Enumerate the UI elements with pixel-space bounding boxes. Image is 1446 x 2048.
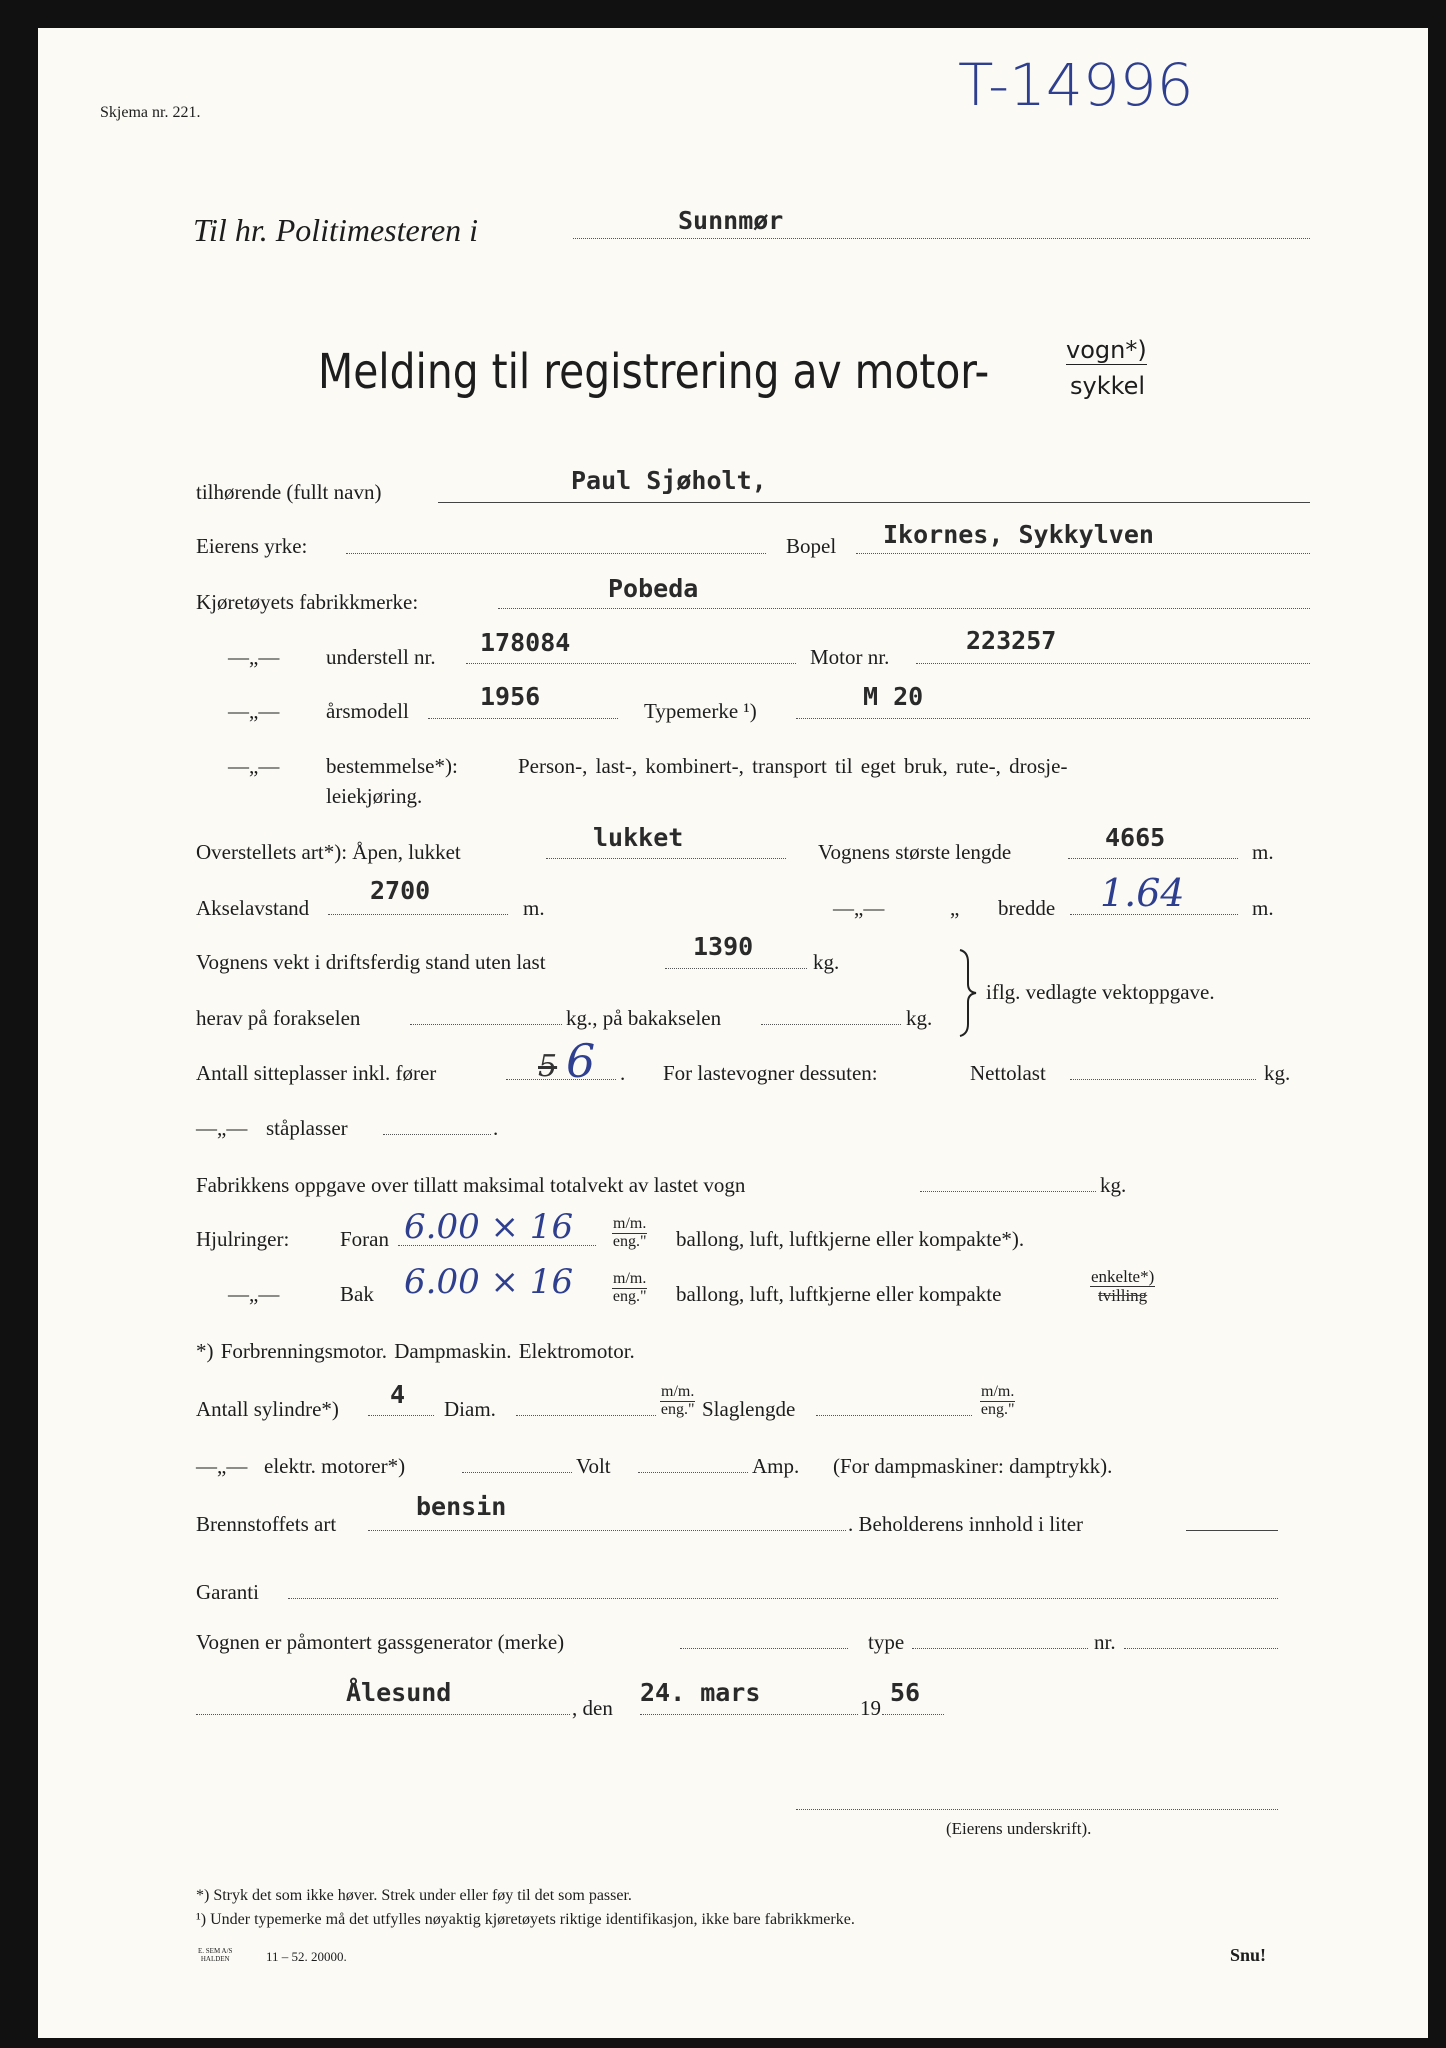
stroke-label: Slaglengde	[702, 1397, 796, 1421]
signing-place: Ålesund	[346, 1678, 452, 1707]
front-axle-label: herav på forakselen	[196, 1006, 361, 1030]
type-mark-value: M 20	[863, 682, 924, 711]
width-unit: m.	[1252, 896, 1274, 920]
weight-label: Vognens vekt i driftsferdig stand uten last	[196, 950, 546, 974]
stroke-line	[816, 1415, 972, 1416]
stroke-unit	[980, 1384, 1015, 1419]
residence-label: Bopel	[786, 534, 837, 558]
front-axle-unit: kg., på bakakselen	[566, 1006, 722, 1030]
fuel-value: bensin	[416, 1492, 507, 1521]
volt-line	[638, 1472, 748, 1473]
district-value: Sunnmør	[678, 206, 784, 235]
seats-dot: .	[620, 1061, 626, 1085]
footnote-2: ¹) Under typemerke må det utfylles nøyaktig kjøretøyets riktige identifikasjon, ikke bare fabrikkmerke.	[196, 1911, 855, 1928]
chassis-label: understell nr.	[326, 645, 436, 669]
width-label: bredde	[998, 896, 1056, 920]
seats-value: 6	[566, 1034, 596, 1088]
volt-label: Volt	[576, 1454, 611, 1478]
fuel-label: Brennstoffets art	[196, 1512, 337, 1536]
signing-date: 24. mars	[640, 1678, 761, 1707]
standing-label: ståplasser	[266, 1116, 348, 1140]
gas-nr-label: nr.	[1094, 1630, 1116, 1654]
net-load-unit: kg.	[1264, 1061, 1291, 1085]
diam-unit	[660, 1384, 695, 1419]
purpose-options-cont: leiekjøring.	[326, 784, 423, 808]
net-load-line	[1070, 1079, 1256, 1080]
tank-label: . Beholderens innhold i liter	[848, 1512, 1084, 1536]
residence-value: Ikornes, Sykkylven	[883, 520, 1154, 549]
seats-old-value: 5	[538, 1049, 558, 1084]
residence-line	[856, 553, 1310, 554]
tyres-rear-unit-num: m/m.	[613, 1270, 647, 1287]
standing-dot: .	[493, 1116, 499, 1140]
purpose-options: Person-, last-, kombinert-, transport til eget bruk, rute-, drosje-	[518, 754, 1068, 778]
gas-generator-label: Vognen er påmontert gassgenerator (merke)	[196, 1630, 565, 1654]
motor-no-line	[916, 663, 1310, 664]
occupation-line	[346, 553, 766, 554]
cylinders-value: 4	[390, 1380, 406, 1409]
turn-over-note: Snu!	[1230, 1945, 1267, 1965]
owner-label: tilhørende (fullt navn)	[196, 480, 382, 504]
tyres-rear-config	[1090, 1268, 1155, 1305]
schema-number: Skjema nr. 221.	[100, 104, 201, 121]
signature-label: (Eierens underskrift).	[946, 1819, 1092, 1838]
signing-den: , den	[572, 1696, 613, 1720]
rear-axle-line	[761, 1024, 901, 1025]
diam-unit-den: eng."	[660, 1400, 695, 1418]
weight-unit: kg.	[813, 950, 840, 974]
weight-line	[665, 968, 807, 969]
motor-no-value: 223257	[966, 626, 1057, 655]
cylinders-line	[368, 1415, 434, 1416]
front-axle-line	[410, 1024, 562, 1025]
year-line	[882, 1714, 944, 1715]
gas-type-line	[912, 1648, 1088, 1649]
wheelbase-label: Akselavstand	[196, 896, 310, 920]
ditto-model-year: —„—	[228, 699, 280, 723]
tyres-rear-unit-den: eng."	[612, 1287, 647, 1305]
body-line	[546, 858, 786, 859]
wheelbase-unit: m.	[523, 896, 545, 920]
occupation-label: Eierens yrke:	[196, 534, 308, 558]
signature-line	[796, 1809, 1278, 1810]
seats-line	[506, 1079, 616, 1080]
fuel-line	[368, 1530, 846, 1531]
model-year-value: 1956	[480, 682, 541, 711]
cargo-label: For lastevogner dessuten:	[663, 1061, 878, 1085]
max-length-unit: m.	[1252, 840, 1274, 864]
width-value: 1.64	[1100, 871, 1185, 915]
place-line	[196, 1714, 570, 1715]
ditto-standing: —„—	[196, 1116, 248, 1140]
tyres-twin: tvilling	[1098, 1285, 1148, 1305]
width-quote: „	[950, 896, 960, 920]
max-total-label: Fabrikkens oppgave over tillatt maksimal totalvekt av lastet vogn	[196, 1173, 746, 1197]
type-mark-line	[796, 718, 1310, 719]
motor-no-label: Motor nr.	[810, 645, 890, 669]
printer-code: 11 – 52. 20000.	[266, 1949, 347, 1964]
body-label: Overstellets art*): Åpen, lukket	[196, 840, 461, 864]
footnote-1: *) Stryk det som ikke høver. Strek under eller føy til det som passer.	[196, 1887, 632, 1904]
model-year-label: årsmodell	[326, 699, 409, 723]
diam-line	[516, 1415, 656, 1416]
steam-note: (For dampmaskiner: damptrykk).	[833, 1454, 1113, 1478]
gas-generator-line	[680, 1648, 848, 1649]
make-value: Pobeda	[608, 574, 699, 603]
seats-label: Antall sitteplasser inkl. fører	[196, 1061, 437, 1085]
amp-label: Amp.	[752, 1454, 800, 1478]
max-length-line	[1068, 858, 1238, 859]
diam-unit-num: m/m.	[661, 1383, 695, 1400]
guarantee-label: Garanti	[196, 1580, 259, 1604]
owner-line	[438, 502, 1310, 503]
tyres-single: enkelte*)	[1091, 1267, 1155, 1286]
max-length-label: Vognens største lengde	[818, 840, 1012, 864]
max-total-line	[920, 1191, 1096, 1192]
model-year-line	[428, 718, 618, 719]
stroke-unit-num: m/m.	[981, 1383, 1015, 1400]
printer-name-bottom: HALDEN	[200, 1955, 230, 1964]
owner-name: Paul Sjøholt,	[571, 466, 767, 495]
wheelbase-value: 2700	[370, 876, 431, 905]
addressee-prefix: Til hr. Politimesteren i	[193, 212, 479, 248]
tyres-rear-label: Bak	[340, 1282, 374, 1306]
tyres-front-unit-num: m/m.	[613, 1215, 647, 1232]
stroke-unit-den: eng."	[980, 1400, 1015, 1418]
guarantee-line	[288, 1598, 1278, 1599]
tyres-rear-unit	[612, 1271, 647, 1306]
weight-note: iflg. vedlagte vektoppgave.	[986, 980, 1215, 1004]
tyres-front-unit-den: eng."	[612, 1232, 647, 1250]
tyres-label: Hjulringer:	[196, 1227, 290, 1251]
tyres-front-value: 6.00 × 16	[404, 1207, 574, 1247]
diam-label: Diam.	[444, 1397, 496, 1421]
chassis-value: 178084	[480, 628, 571, 657]
max-length-value: 4665	[1105, 823, 1166, 852]
title-sykkel: sykkel	[1070, 372, 1146, 400]
signing-century: 19	[860, 1696, 881, 1720]
tyres-rear-value: 6.00 × 16	[404, 1262, 574, 1302]
tyres-front-label: Foran	[340, 1227, 389, 1251]
gas-type-label: type	[868, 1630, 905, 1654]
tyres-front-unit	[612, 1216, 647, 1251]
engine-types: *) Forbrenningsmotor. Dampmaskin. Elektromotor.	[196, 1339, 635, 1363]
ditto-electric: —„—	[196, 1454, 248, 1478]
electric-label: elektr. motorer*)	[264, 1454, 406, 1478]
district-line	[573, 238, 1310, 239]
wheelbase-line	[328, 914, 508, 915]
make-line	[498, 608, 1310, 609]
tyres-rear-options: ballong, luft, luftkjerne eller kompakte	[676, 1282, 1002, 1306]
title-vogn: vogn*)	[1066, 336, 1147, 364]
net-load-label: Nettolast	[970, 1061, 1046, 1085]
registration-form-page	[38, 28, 1428, 2038]
ditto-tyres-rear: —„—	[228, 1282, 280, 1306]
gas-nr-line	[1124, 1648, 1278, 1649]
form-title: Melding til registrering av motor-	[318, 344, 990, 400]
ditto-chassis: —„—	[228, 645, 280, 669]
purpose-label: bestemmelse*):	[326, 754, 458, 778]
cylinders-label: Antall sylindre*)	[196, 1397, 339, 1421]
date-line	[640, 1714, 858, 1715]
chassis-line	[466, 663, 796, 664]
weight-brace	[956, 948, 980, 1038]
electric-line	[462, 1472, 572, 1473]
tyres-front-options: ballong, luft, luftkjerne eller kompakte*).	[676, 1227, 1025, 1251]
printer-name	[198, 1947, 232, 1964]
max-total-unit: kg.	[1100, 1173, 1127, 1197]
archive-number: T-14996	[958, 51, 1194, 119]
type-mark-label: Typemerke ¹)	[644, 699, 757, 723]
body-value: lukket	[593, 823, 684, 852]
ditto-width: —„—	[833, 896, 885, 920]
tank-line	[1186, 1530, 1278, 1531]
ditto-purpose: —„—	[228, 754, 280, 778]
signing-year: 56	[890, 1678, 921, 1707]
standing-line	[383, 1134, 491, 1135]
make-label: Kjøretøyets fabrikkmerke:	[196, 590, 419, 614]
rear-axle-unit: kg.	[906, 1006, 933, 1030]
printer-name-top: E. SEM A/S	[198, 1947, 233, 1955]
weight-value: 1390	[693, 932, 754, 961]
